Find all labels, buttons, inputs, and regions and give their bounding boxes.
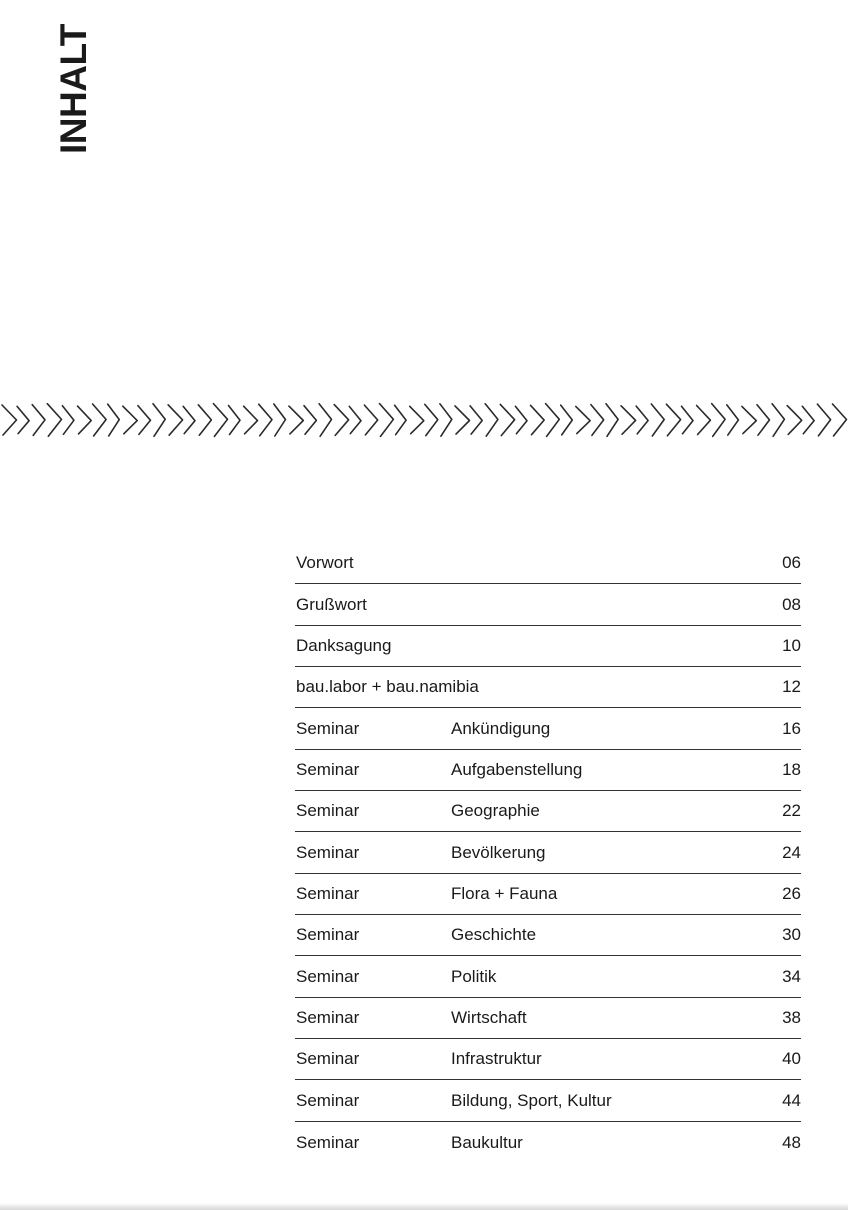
toc-page-number: 16 — [782, 718, 801, 738]
toc-topic: Bevölkerung — [451, 842, 546, 862]
page-title: INHALT — [53, 24, 94, 154]
toc-topic: Aufgabenstellung — [451, 760, 583, 780]
chevron-mark — [380, 404, 394, 437]
toc-section: Seminar — [296, 925, 360, 945]
chevron-mark — [591, 405, 604, 436]
chevron-mark — [319, 404, 331, 437]
toc-row[interactable] — [295, 626, 801, 667]
chevron-mark — [621, 406, 636, 434]
toc-row[interactable] — [295, 956, 801, 997]
toc-row[interactable] — [295, 832, 801, 873]
toc-row[interactable] — [295, 667, 801, 708]
toc-page-number: 12 — [782, 677, 801, 697]
chevron-mark — [425, 404, 438, 435]
chevron-mark — [78, 406, 92, 434]
toc-section: Grußwort — [296, 594, 367, 614]
chevron-mark — [108, 404, 120, 436]
chevron-mark — [531, 405, 545, 434]
toc-page-number: 48 — [782, 1133, 801, 1153]
chevron-mark — [727, 405, 739, 435]
toc-section: Danksagung — [296, 636, 392, 656]
toc-section: Seminar — [296, 1008, 360, 1028]
chevron-mark — [153, 404, 165, 437]
toc-section: Seminar — [296, 1049, 360, 1069]
page-bottom-edge — [0, 1203, 848, 1210]
toc-section: Seminar — [296, 718, 360, 738]
chevron-mark — [274, 404, 286, 436]
chevron-mark — [470, 406, 482, 434]
toc-page-number: 34 — [782, 966, 801, 986]
chevron-mark — [712, 404, 725, 437]
toc-section: Seminar — [296, 966, 360, 986]
toc-section: Seminar — [296, 801, 360, 821]
toc-row[interactable] — [295, 874, 801, 915]
chevron-mark — [772, 404, 784, 437]
chevron-mark — [682, 406, 694, 434]
chevron-mark — [515, 406, 527, 433]
chevron-mark — [546, 404, 560, 437]
chevron-mark — [440, 404, 452, 436]
chevron-mark — [32, 405, 45, 436]
chevron-mark — [289, 406, 303, 434]
chevron-mark — [244, 406, 258, 434]
chevron-mark — [787, 406, 802, 435]
toc-row[interactable] — [295, 1039, 801, 1080]
toc-row[interactable] — [295, 750, 801, 791]
toc-topic: Infrastruktur — [451, 1049, 542, 1069]
chevron-mark — [485, 404, 498, 436]
toc-page-number: 40 — [782, 1049, 801, 1069]
chevron-mark — [2, 405, 17, 435]
toc-section: Seminar — [296, 884, 360, 904]
toc-page-number: 24 — [782, 842, 801, 862]
chevron-mark — [168, 405, 183, 435]
chevron-mark — [455, 406, 470, 434]
chevron-mark — [349, 406, 361, 433]
toc-section: Seminar — [296, 842, 360, 862]
toc-page-number: 26 — [782, 884, 801, 904]
chevron-mark — [561, 405, 573, 435]
toc-topic: Politik — [451, 966, 497, 986]
toc-row[interactable] — [295, 791, 801, 832]
toc-page-number: 06 — [782, 553, 801, 573]
chevron-mark — [259, 404, 272, 436]
toc-section: Vorwort — [296, 553, 354, 573]
chevron-mark — [410, 406, 424, 433]
chevron-mark — [802, 406, 814, 434]
chevron-mark — [364, 405, 377, 435]
chevron-mark — [500, 404, 514, 435]
chevron-mark — [17, 406, 29, 433]
toc-page-number: 38 — [782, 1008, 801, 1028]
chevron-mark — [229, 406, 241, 435]
chevron-mark — [198, 405, 211, 435]
chevron-mark — [123, 406, 137, 434]
toc-page-number: 08 — [782, 594, 801, 614]
toc-row[interactable] — [295, 708, 801, 749]
toc-section: bau.labor + bau.namibia — [296, 677, 479, 697]
toc-row[interactable] — [295, 915, 801, 956]
chevron-mark — [666, 404, 680, 436]
chevron-mark — [697, 406, 711, 435]
chevron-mark — [47, 404, 61, 437]
toc-topic: Ankündigung — [451, 718, 551, 738]
toc-topic: Wirtschaft — [451, 1008, 527, 1028]
toc-topic: Geschichte — [451, 925, 537, 945]
toc-topic: Baukultur — [451, 1133, 523, 1153]
chevron-mark — [213, 404, 227, 437]
chevron-mark — [93, 404, 107, 436]
toc-row[interactable] — [295, 584, 801, 625]
toc-topic: Geographie — [451, 801, 540, 821]
chevron-mark — [62, 406, 74, 435]
toc-page-number: 22 — [782, 801, 801, 821]
chevron-mark — [304, 406, 316, 435]
toc-topic: Bildung, Sport, Kultur — [451, 1090, 612, 1110]
toc-page-number: 10 — [782, 636, 801, 656]
chevron-mark — [742, 406, 756, 433]
toc-page-number: 18 — [782, 760, 801, 780]
toc-page-number: 44 — [782, 1090, 801, 1110]
toc-topic: Flora + Fauna — [451, 884, 558, 904]
chevron-mark — [183, 406, 195, 433]
chevron-pattern-divider — [0, 400, 848, 440]
toc-row[interactable] — [295, 543, 801, 584]
toc-row[interactable] — [295, 1080, 801, 1121]
chevron-mark — [833, 404, 847, 436]
toc-section: Seminar — [296, 760, 360, 780]
chevron-mark — [636, 406, 648, 434]
chevron-mark — [138, 406, 151, 435]
toc-row[interactable] — [295, 1122, 801, 1163]
chevron-mark — [651, 404, 664, 436]
chevron-mark — [576, 406, 590, 433]
chevron-mark — [395, 405, 407, 434]
chevron-mark — [817, 404, 830, 436]
toc-page-number: 30 — [782, 925, 801, 945]
toc-row[interactable] — [295, 998, 801, 1039]
chevron-mark — [334, 405, 348, 436]
toc-section: Seminar — [296, 1090, 360, 1110]
chevron-mark — [757, 405, 770, 435]
toc-section: Seminar — [296, 1133, 360, 1153]
table-of-contents — [295, 543, 801, 1163]
chevron-mark — [606, 404, 618, 437]
